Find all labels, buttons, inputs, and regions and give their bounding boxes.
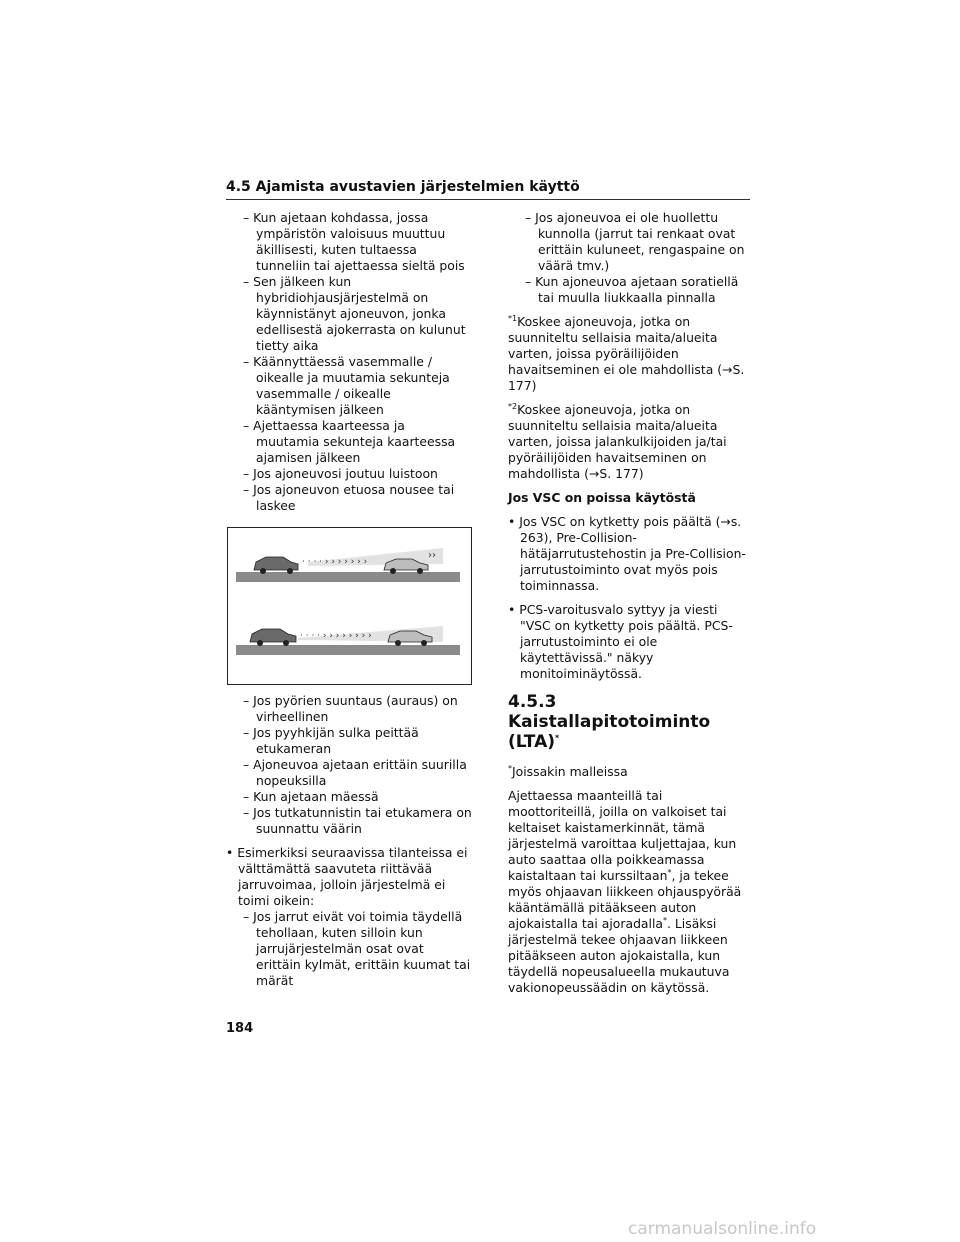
paragraph-text: , ja tekee myös ohjaavan liikkeen ohjauspyörää kääntämällä pitääkseen auton ajokaistalla tai ajoradalla — [508, 868, 742, 931]
list-item: – Kun ajoneuvoa ajetaan soratiellä tai muulla liukkaalla pinnalla — [525, 274, 739, 305]
paragraph-text: . Lisäksi järjestelmä tekee ohjaavan liikkeen pitääkseen auton ajokaistalla, kun täydellä nopeusalueella mukautuva vakionopeussäädin on käytössä. — [508, 916, 730, 995]
footnote-text: Koskee ajoneuvoja, jotka on suunniteltu sellaisia maita/alueita varten, joissa pyöräilijöiden havaitseminen ei ole mahdollista (→S. 177) — [508, 314, 745, 393]
list-item: – Jos ajoneuvon etuosa nousee tai laskee — [243, 482, 455, 513]
dash-list-1 — [226, 210, 472, 514]
dash-list-right — [508, 210, 752, 306]
list-item: – Jos jarrut eivät voi toimia täydellä tehollaan, kuten silloin kun jarrujärjestelmän osat ovat erittäin kylmät, erittäin kuumat tai märät — [243, 909, 471, 988]
dash-list-2 — [226, 693, 472, 837]
footnote-text: Koskee ajoneuvoja, jotka on suunniteltu sellaisia maita/alueita varten, joissa jalankulkijoiden ja/tai pyöräilijöiden havaitseminen on mahdollista (→S. 177) — [508, 402, 727, 481]
left-column — [226, 210, 472, 514]
road-bottom — [236, 645, 460, 655]
note-text: Joissakin malleissa — [512, 764, 628, 779]
road-top — [236, 572, 460, 582]
section-heading-text: 4.5.3 Kaistallapitotoiminto (LTA) — [508, 692, 711, 752]
page-header: 4.5 Ajamista avustavien järjestelmien käyttö — [226, 179, 750, 200]
list-item: – Jos pyyhkijän sulka peittää etukameran — [243, 725, 419, 756]
section-heading — [508, 692, 752, 752]
bullet-item: • Esimerkiksi seuraavissa tilanteissa ei välttämättä saavuteta riittävää jarruvoimaa, jolloin järjestelmä ei toimi oikein: — [226, 845, 468, 908]
list-item: – Jos tutkatunnistin tai etukamera on suunnattu väärin — [243, 805, 472, 836]
radar-wave-icon: · · · · › › › › › › › — [302, 557, 368, 567]
car-icon — [254, 557, 298, 574]
dash-list-3 — [226, 909, 472, 989]
right-column — [508, 210, 752, 1004]
list-item: – Jos ajoneuvosi joutuu luistoon — [243, 466, 438, 481]
car-icon — [250, 629, 296, 646]
footnote-mark: *1 — [508, 313, 518, 323]
bullet-item: • Jos VSC on kytketty pois päältä (→s. 263), Pre-Collision-hätäjarrutustehostin ja Pre-Collision-jarrutustoiminto ovat myös pois toiminnassa. — [508, 514, 746, 593]
paragraph-text: Ajettaessa maanteillä tai moottoriteillä, joilla on valkoiset tai keltaiset kaistamerkinnät, tämä järjestelmä varoittaa kuljettajaa, kun auto saattaa olla poikkeamassa kaistaltaan tai kurssiltaan — [508, 788, 737, 883]
watermark: carmanualsonline.info — [628, 1219, 817, 1239]
radar-wave-icon: ›› — [428, 550, 436, 561]
list-item: – Jos ajoneuvoa ei ole huollettu kunnolla (jarrut tai renkaat ovat erittäin kuluneet, rengaspaine on väärä tmv.) — [525, 210, 745, 273]
list-item: – Ajoneuvoa ajetaan erittäin suurilla nopeuksilla — [243, 757, 467, 788]
illustration-svg — [228, 528, 471, 684]
list-item: – Sen jälkeen kun hybridiohjausjärjestelmä on käynnistänyt ajoneuvon, jonka edellisestä ajokerrasta on kulunut tietty aika — [243, 274, 466, 353]
footnote-mark: *2 — [508, 401, 518, 411]
footnote-2 — [508, 402, 752, 482]
lta-paragraph — [508, 788, 752, 996]
list-item: – Kun ajetaan kohdassa, jossa ympäristön valoisuus muuttuu äkillisesti, kuten tultaessa tunneliin tai ajettaessa sieltä pois — [243, 210, 465, 273]
footnote-1 — [508, 314, 752, 394]
section-heading-mark: * — [555, 733, 560, 743]
paragraph-mark: * — [663, 915, 668, 925]
paragraph-mark: * — [667, 867, 672, 877]
radar-wave-icon: · · · · › › › › › › › › — [300, 631, 372, 641]
models-note — [508, 764, 752, 780]
bullet-item: • PCS-varoitusvalo syttyy ja viesti "VSC on kytketty pois päältä. PCS-jarrutustoiminto ei ole käytettävissä." näkyy monitoiminäytössä. — [508, 602, 733, 681]
car-collision-illustration — [227, 527, 472, 685]
left-column-lower — [226, 693, 472, 989]
note-mark: * — [508, 763, 512, 773]
vsc-heading: Jos VSC on poissa käytöstä — [508, 490, 696, 505]
list-item: – Ajettaessa kaarteessa ja muutamia sekunteja kaarteessa ajamisen jälkeen — [243, 418, 456, 465]
list-item: – Käännyttäessä vasemmalle / oikealle ja muutamia sekunteja vasemmalle / oikealle kääntymisen jälkeen — [243, 354, 450, 417]
page-number: 184 — [226, 1021, 254, 1036]
list-item: – Kun ajetaan mäessä — [243, 789, 379, 804]
list-item: – Jos pyörien suuntaus (auraus) on virheellinen — [243, 693, 458, 724]
